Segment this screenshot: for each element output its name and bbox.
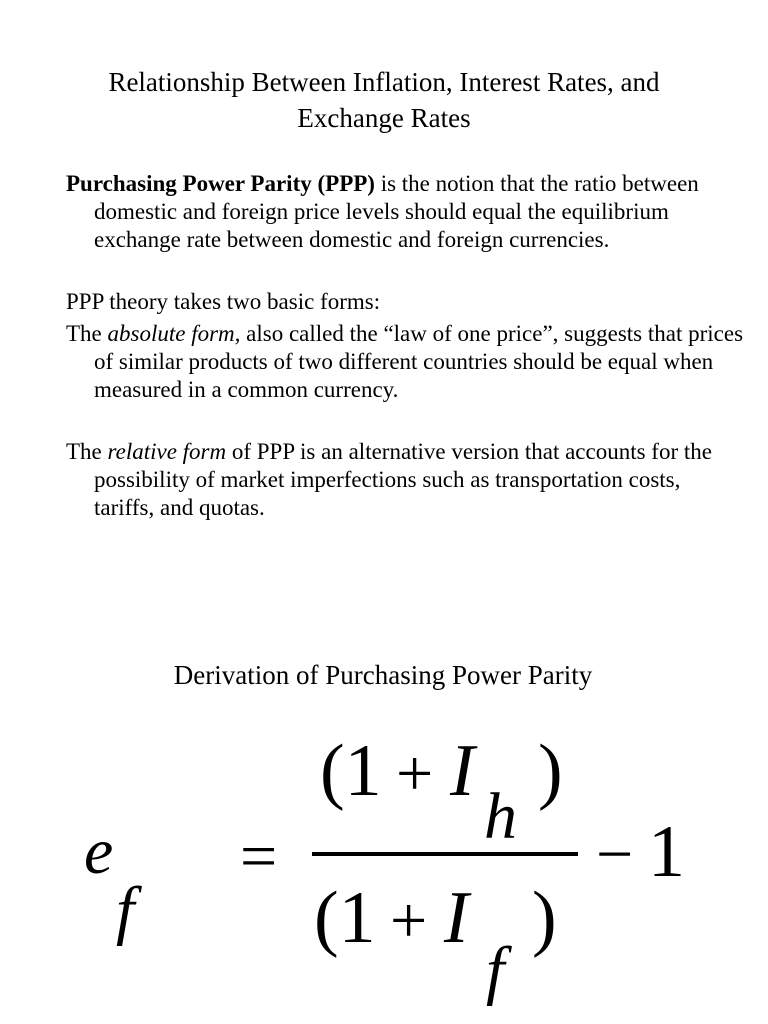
formula-numerator-subscript: h [484,780,517,853]
formula-denominator-open: (1 [314,877,376,959]
absolute-form-term: absolute form, [107,321,241,346]
relative-form-lead: The [66,439,108,464]
relative-form-term: relative form [107,439,227,464]
absolute-form-paragraph [66,320,744,404]
formula-denominator-close: ) [532,877,557,959]
formula-constant-one: 1 [648,811,685,893]
formula-lhs-variable: e [84,815,114,888]
formula-denominator-subscript: f [486,934,505,1007]
derivation-title: Derivation of Purchasing Power Parity [173,660,593,690]
ppp-definition-text: is the notion that the ratio between domestic and foreign price levels should equal the equilibrium exchange rate between domestic and foreign currencies. [94,171,699,252]
ppp-formula-graphic [0,720,768,1020]
absolute-form-lead: The [66,321,108,346]
relative-form-text: of PPP is an alternative version that accounts for the possibility of market imperfections such as transportation costs, tariffs, and quotas. [94,439,712,520]
formula-minus-sign: − [596,818,634,891]
formula-numerator-variable: I [450,730,475,812]
ppp-formula [0,720,768,1020]
formula-denominator-variable: I [444,877,469,959]
formula-numerator-close: ) [538,730,563,812]
formula-denominator-plus: + [390,884,428,957]
ppp-definition-paragraph [66,170,744,254]
forms-intro-paragraph [66,288,744,316]
formula-numerator-open: (1 [320,730,382,812]
slide-title-line-2: Exchange Rates [297,103,471,133]
formula-lhs-subscript: f [116,874,135,947]
slide-title [0,64,768,136]
formula-equals-sign: = [240,820,278,893]
slide-title-line-1: Relationship Between Inflation, Interest Rates, and [108,67,660,97]
absolute-form-text: also called the “law of one price”, suggests that prices of similar products of two different countries should be equal when measured in a common currency. [94,321,744,402]
forms-intro-text: PPP theory takes two basic forms: [66,289,381,314]
ppp-term: Purchasing Power Parity (PPP) [66,171,375,196]
formula-numerator-plus: + [396,737,434,810]
relative-form-paragraph [66,438,744,522]
